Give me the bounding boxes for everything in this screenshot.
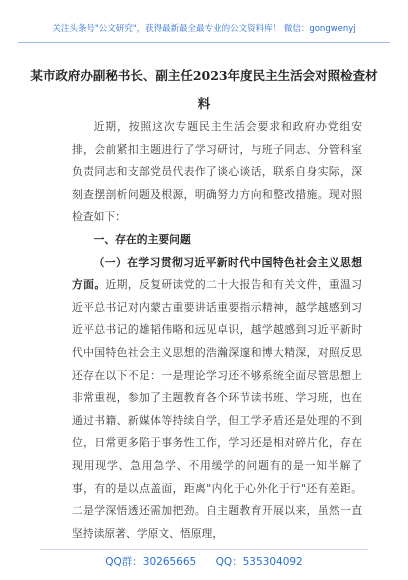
promo-footer (0, 554, 408, 569)
header-divider (18, 42, 390, 43)
subsection-heading-1: （一）在学习贯彻习近平新时代中国特色社会主义思想方面。 (72, 255, 362, 292)
document-body (72, 116, 362, 545)
subsection-body-1: 近期，反复研读党的二十大报告和有关文件，重温习近平总书记对内蒙古重要讲话重要指示精神，越学越感到习近平总书记的雄韬伟略和远见卓识，越学越感到习近平新时代中国特色社会主义思想的浩瀚深邃和博大精深，对照反思还存在以下不足：一是理论学习还不够系统全面尽管思想上非常重视，参加了主题教育各个环节读书班、学习班，也在通过书籍、新媒体等持续自学，但工学矛盾还是处理的不到位，日常更多陷于事务性工作，学习还是相对碎片化，存在现用现学、急用急学、不用缓学的问题有的是一知半解了事，有的是以点盖面，距离"内化于心外化于行"还有差距。二是学深悟透还需加把劲。自主题教育开展以来，虽然一直坚持读原著、学原文、悟原理， (72, 278, 363, 540)
qq-group: QQ群：30265665 (105, 556, 197, 568)
document-title: 某市政府办副秘书长、副主任2023年度民主生活会对照检查材料 (30, 68, 378, 111)
subsection-paragraph-1 (72, 252, 362, 546)
promo-header: 关注头条号"公文研究"，获得最新最全最专业的公文资料库！ 微信：gongwenyj (52, 24, 356, 34)
intro-paragraph: 近期，按照这次专题民主生活会要求和政府办党组安排，会前紧扣主题进行了学习研讨，与班子同志、分管科室负责同志和支部党员代表作了谈心谈话，联系自身实际，深刻查摆剖析问题及根源，明确努力方向和整改措施。现对照检查如下： (72, 120, 362, 224)
footer-divider (40, 549, 368, 550)
section-heading-1: 一、存在的主要问题 (93, 232, 191, 246)
qq-contact: QQ：535304092 (215, 556, 303, 568)
